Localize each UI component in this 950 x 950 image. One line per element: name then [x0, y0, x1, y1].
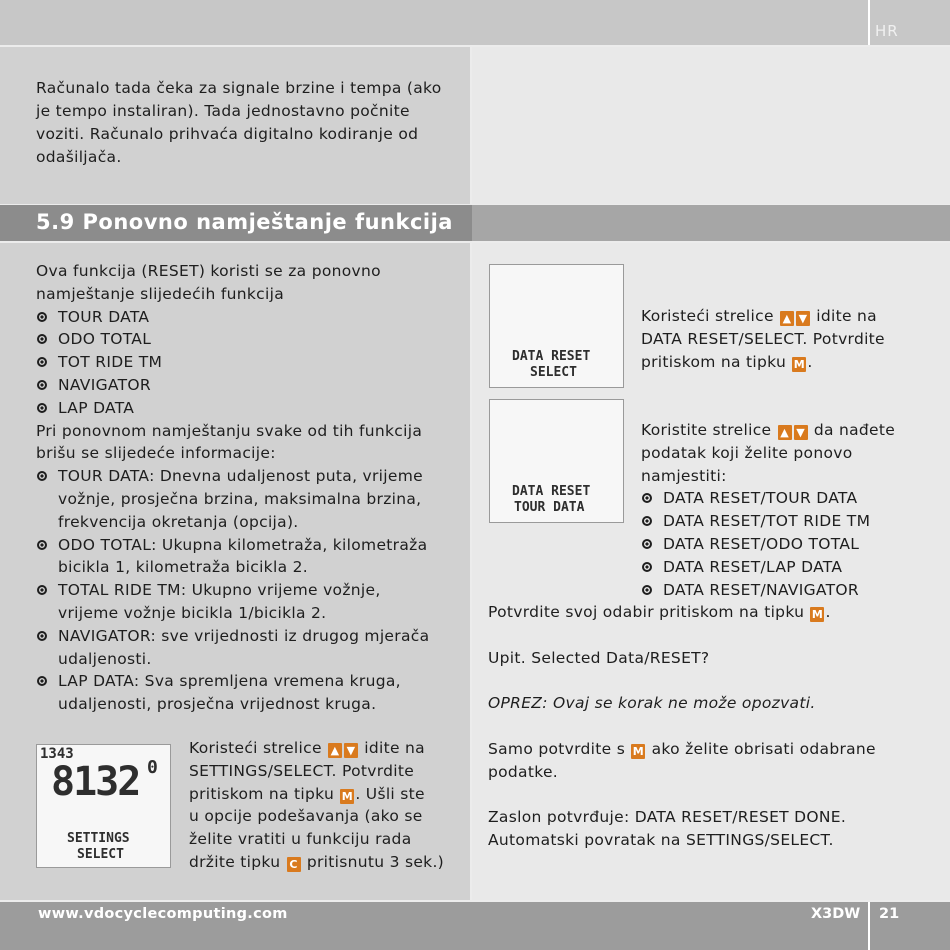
lcd-line-1: DATA RESET [512, 349, 591, 364]
lcd-tour-data-screen [489, 399, 624, 523]
arrow-up-icon: ▲ [780, 311, 794, 326]
language-label: HR [875, 22, 899, 40]
arrow-down-icon: ▼ [796, 311, 810, 326]
reset-item: DATA RESET/NAVIGATOR [641, 579, 941, 602]
header-divider [868, 0, 870, 45]
c-key-icon: C [287, 857, 301, 872]
settings-instruction: Koristeći strelice ▲ ▼ idite na SETTINGS/SELECT. Potvrdite pritiskom na tipku M . Ušli ste u opcije podešavanja (ako se želite vratiti u funkciju rada držite tipku C pritisnutu 3 sek.) [189, 739, 445, 871]
lcd-top-digits: 1343 [40, 746, 74, 762]
reset-item: DATA RESET/LAP DATA [641, 556, 941, 579]
intro-text: Računalo tada čeka za signale brzine i tempa (ako je tempo instaliran). Tada jednostavno počnite voziti. Računalo prihvaća digitalno kodiranje od odašiljača. [36, 79, 442, 166]
detail-item: NAVIGATOR: sve vrijednosti iz drugog mjerača udaljenosti. [36, 625, 461, 671]
data-reset-select-instruction: Koristeći strelice ▲ ▼ idite na DATA RESET/SELECT. Potvrdite pritiskom na tipku M . [641, 307, 885, 371]
reset-item: DATA RESET/TOUR DATA [641, 487, 941, 510]
m-key-icon: M [811, 608, 824, 621]
lcd-line-2: SELECT [77, 847, 124, 862]
arrow-down-icon: ▼ [794, 425, 808, 440]
upit-text: Upit. Selected Data/RESET? [488, 648, 710, 667]
lcd-line-1: SETTINGS [67, 831, 130, 846]
header-bar [0, 0, 868, 45]
reset-item: DATA RESET/TOT RIDE TM [641, 510, 941, 533]
m-key-icon: M [632, 744, 644, 758]
function-item: TOUR DATA [36, 306, 461, 329]
page-number: 21 [879, 906, 900, 922]
lcd-big-digits: 8132 [51, 759, 140, 805]
m-key-icon: M [341, 789, 353, 803]
lcd-line-2: TOUR DATA [514, 500, 585, 515]
model-name: X3DW [811, 906, 861, 922]
arrow-down-icon: ▼ [344, 743, 358, 758]
detail-item: TOTAL RIDE TM: Ukupno vrijeme vožnje, vrijeme vožnje bicikla 1/bicikla 2. [36, 579, 461, 625]
reset-item: DATA RESET/ODO TOTAL [641, 533, 941, 556]
data-reset-item-instruction: Koristite strelice ▲ ▼ da nađete podatak koji želite ponovo namjestiti: DATA RESET/TOUR DATA DATA RESET/TOT RIDE TM DATA RESET/ODO TOTAL DATA RESET/LAP DATA DATA RESET/NAVIGATOR [641, 419, 941, 601]
lcd-settings-screen [36, 744, 171, 868]
website-link[interactable]: www.vdocyclecomputing.com [38, 906, 288, 922]
right-text: Potvrdite svoj odabir pritiskom na tipku M . Upit. Selected Data/RESET? OPREZ: Ovaj se korak ne može opozvati. Samo potvrdite s M ako želite obrisati odabrane podatke. Zaslon potvrđuje: DATA RESET/RESET DONE. Automatski povratak na SETTINGS/SELECT. [488, 601, 943, 852]
detail-item: LAP DATA: Sva spremljena vremena kruga, udaljenosti, prosječna vrijednost kruga. [36, 670, 461, 716]
lcd-line-2: SELECT [530, 365, 577, 380]
arrow-up-icon: ▲ [778, 425, 792, 440]
arrow-up-icon: ▲ [328, 743, 342, 758]
function-item: ODO TOTAL [36, 328, 461, 351]
warning-text: OPREZ: Ovaj se korak ne može opozvati. [488, 694, 816, 713]
section-title: 5.9 Ponovno namještanje funkcija [36, 210, 453, 234]
footer-divider [868, 902, 870, 950]
function-item: NAVIGATOR [36, 374, 461, 397]
lcd-line-1: DATA RESET [512, 484, 591, 499]
detail-item: ODO TOTAL: Ukupna kilometraža, kilometraža bicikla 1, kilometraža bicikla 2. [36, 534, 461, 580]
function-item: TOT RIDE TM [36, 351, 461, 374]
m-key-icon: M [793, 357, 805, 371]
lcd-data-reset-select-screen [489, 264, 624, 388]
function-item: LAP DATA [36, 397, 461, 420]
intro-side-panel [472, 47, 950, 204]
lcd-superscript-digit: 0 [147, 757, 158, 778]
detail-item: TOUR DATA: Dnevna udaljenost puta, vrijeme vožnje, prosječna brzina, maksimalna brzina, frekvencija okretanja (opcija). [36, 465, 461, 533]
left-text: Ova funkcija (RESET) koristi se za ponovno namještanje slijedećih funkcija TOUR DATA ODO TOTAL TOT RIDE TM NAVIGATOR LAP DATA Pri ponovnom namještanju svake od tih funkcija brišu se slijedeće informacije: TOUR DATA: Dnevna udaljenost puta, vrijeme vožnje, prosječna brzina, maksimalna brzina, frekvencija okretanja (opcija). ODO TOTAL: Ukupna kilometraža, kilometraža bicikla 1, kilometraža bicikla 2. TOTAL RIDE TM: Ukupno vrijeme vožnje, vrijeme vožnje bicikla 1/bicikla 2. NAVIGATOR: sve vrijednosti iz drugog mjerača udaljenosti. LAP DATA: Sva spremljena vremena kruga, udaljenosti, prosječna vrijednost kruga. [36, 260, 461, 716]
